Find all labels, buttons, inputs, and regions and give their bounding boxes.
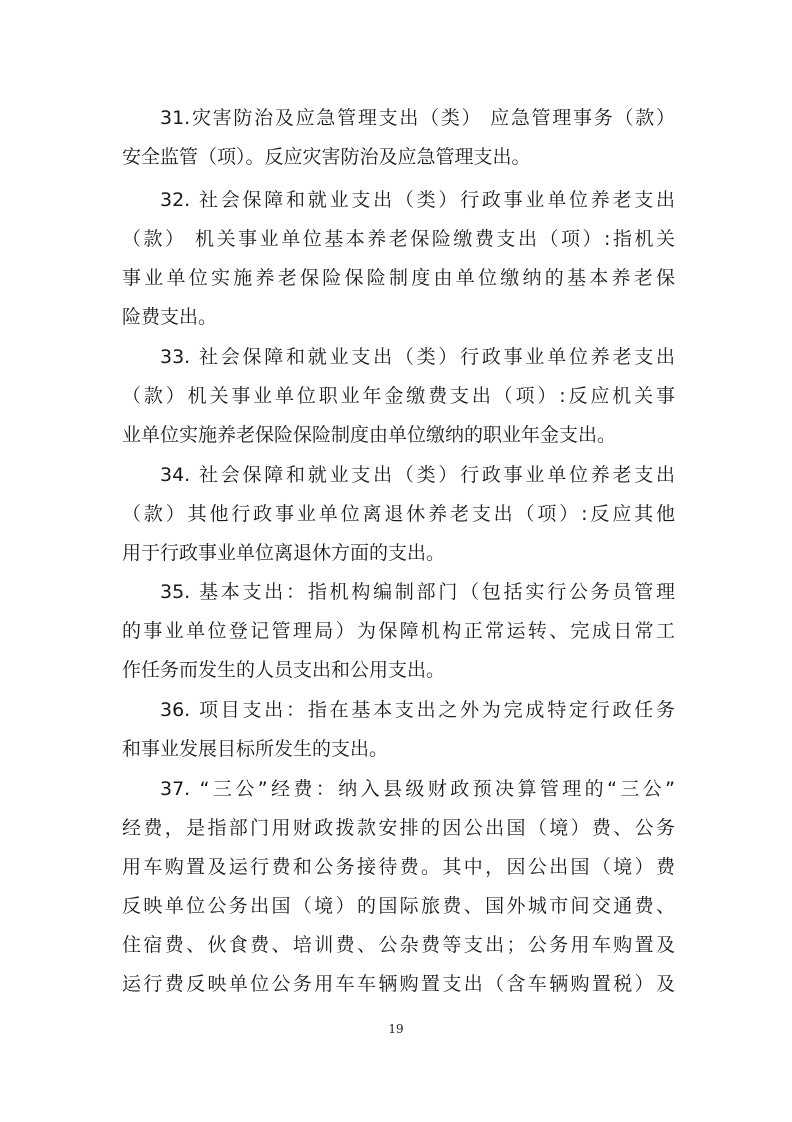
paragraph-line: 经费，是指部门用财政拨款安排的因公出国（境）费、公务 (122, 817, 675, 839)
paragraph-line: 33. 社会保障和就业支出（类）行政事业单位养老支出 (160, 346, 675, 368)
paragraph-line: 住宿费、伙食费、培训费、公杂费等支出；公务用车购置及 (122, 934, 675, 956)
paragraph-line: 事业单位实施养老保险保险制度由单位缴纳的基本养老保 (122, 267, 675, 289)
paragraph-line: 32. 社会保障和就业支出（类）行政事业单位养老支出 (160, 189, 675, 211)
paragraph-37 (122, 770, 675, 1004)
paragraph-line: 作任务而发生的人员支出和公用支出。 (122, 659, 446, 681)
paragraph-line: 34. 社会保障和就业支出（类）行政事业单位养老支出 (160, 464, 675, 486)
page-number: 19 (388, 1022, 404, 1036)
paragraph-line: 用于行政事业单位离退休方面的支出。 (122, 542, 446, 564)
paragraph-line: 反映单位公务出国（境）的国际旅费、国外城市间交通费、 (122, 895, 675, 917)
paragraph-line: 险费支出。 (122, 306, 218, 328)
paragraph-line: 的事业单位登记管理局）为保障机构正常运转、完成日常工 (122, 620, 675, 642)
paragraph-line: 安全监管（项）。反应灾害防治及应急管理支出。 (122, 146, 531, 168)
paragraph-line: 37. “三公”经费：纳入县级财政预决算管理的“三公” (160, 778, 675, 800)
paragraph-34 (122, 456, 675, 573)
paragraph-line: （款）机关事业单位职业年金缴费支出（项）:反应机关事 (122, 385, 675, 407)
paragraph-line: 运行费反映单位公务用车车辆购置支出（含车辆购置税）及 (122, 973, 675, 995)
paragraph-line: 用车购置及运行费和公务接待费。其中，因公出国（境）费 (122, 856, 675, 878)
paragraph-line: （款） 机关事业单位基本养老保险缴费支出（项）:指机关 (122, 228, 675, 250)
paragraph-line: 业单位实施养老保险保险制度由单位缴纳的职业年金支出。 (122, 424, 617, 446)
paragraph-33 (122, 338, 675, 455)
paragraph-line: 31.灾害防治及应急管理支出（类） 应急管理事务（款） (160, 107, 675, 129)
paragraph-31 (122, 99, 675, 177)
paragraph-36 (122, 691, 675, 769)
paragraph-line: 36. 项目支出：指在基本支出之外为完成特定行政任务 (160, 699, 675, 721)
paragraph-35 (122, 573, 675, 690)
paragraph-32 (122, 181, 675, 337)
paragraph-line: 35. 基本支出：指机构编制部门（包括实行公务员管理 (160, 581, 675, 603)
paragraph-line: 和事业发展目标所发生的支出。 (122, 738, 389, 760)
paragraph-line: （款）其他行政事业单位离退休养老支出（项）:反应其他 (122, 503, 675, 525)
